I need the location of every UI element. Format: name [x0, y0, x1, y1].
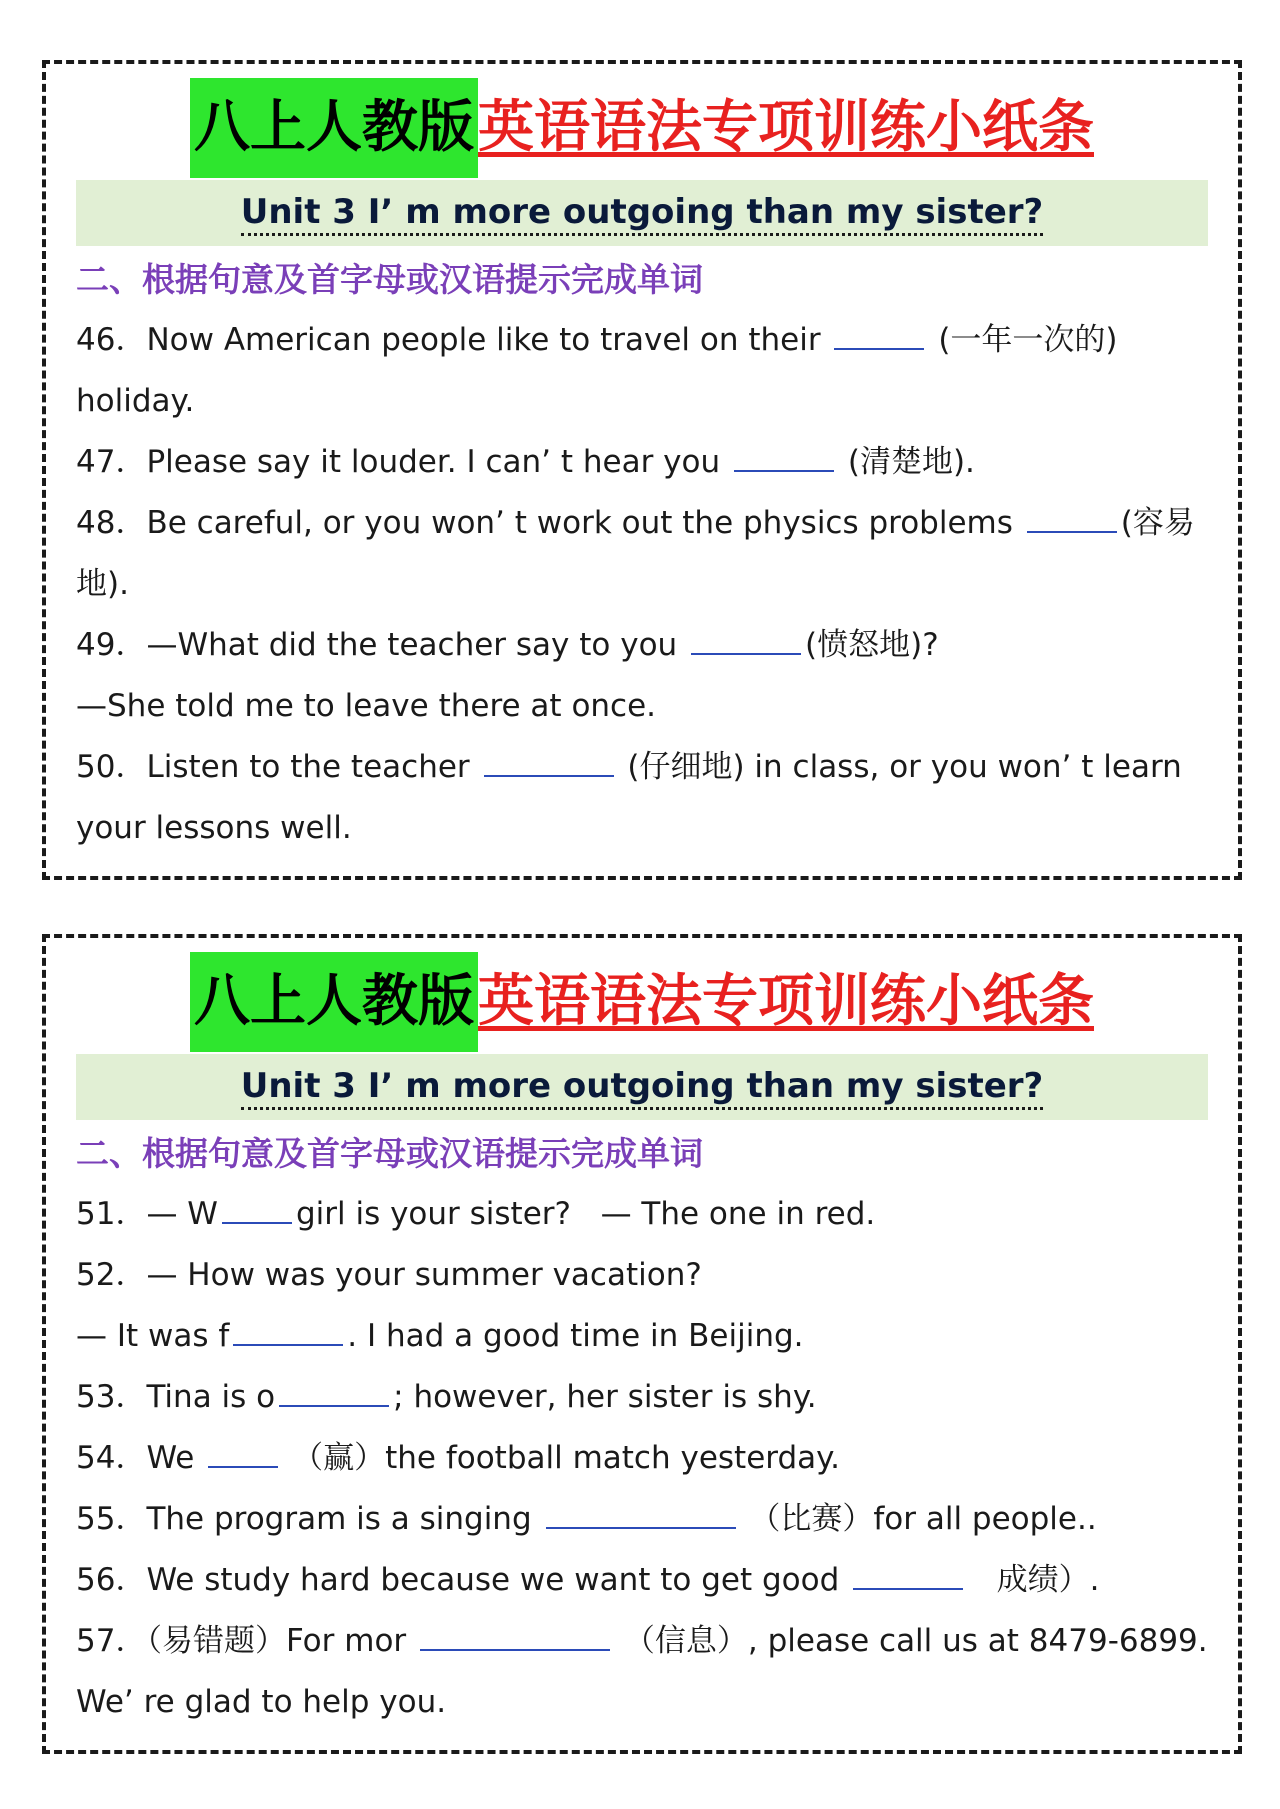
question-49 [76, 615, 1208, 676]
question-52-continued [76, 1306, 1208, 1367]
section-heading: 二、根据句意及首字母或汉语提示完成单词 [76, 260, 703, 299]
title-highlight: 八上人教版 [190, 952, 478, 1052]
question-number: 56． [76, 1562, 147, 1598]
question-text: （易错题）For mor [146, 1623, 407, 1659]
question-text-2: . I had a good time in Beijing. [347, 1318, 804, 1354]
question-48-continued: 地). [76, 566, 129, 602]
hint-text: 成绩）. [996, 1562, 1100, 1598]
question-text: — W [146, 1196, 218, 1232]
question-52 [76, 1245, 1208, 1306]
question-text: Tina is o [146, 1379, 276, 1415]
question-46-continued: holiday. [76, 383, 195, 419]
question-number: 52． [76, 1257, 147, 1293]
question-text: Listen to the teacher [146, 749, 470, 785]
question-54 [76, 1428, 1208, 1489]
answer-blank[interactable] [279, 1371, 389, 1407]
unit-banner [76, 180, 1208, 246]
title-highlight: 八上人教版 [190, 78, 478, 178]
question-56 [76, 1550, 1208, 1611]
question-number: 54． [76, 1440, 147, 1476]
question-53 [76, 1367, 1208, 1428]
question-48 [76, 493, 1208, 554]
question-text: — It was f [76, 1318, 230, 1354]
hint-text: (一年一次的) [938, 322, 1118, 358]
question-number: 48． [76, 505, 147, 541]
question-text-2: girl is your sister? [295, 1196, 571, 1232]
exercise-card-1 [42, 60, 1242, 880]
answer-blank[interactable] [208, 1432, 278, 1468]
hint-text: （信息）, please call us at 8479-6899. [623, 1623, 1208, 1659]
question-51 [76, 1184, 1208, 1245]
question-50 [76, 737, 1208, 798]
question-text-2: ; however, her sister is shy. [393, 1379, 817, 1415]
question-number: 49． [76, 627, 147, 663]
hint-text: (清楚地). [847, 444, 975, 480]
exercise-card-2 [42, 934, 1242, 1754]
answer-text: — The one in red. [600, 1196, 876, 1232]
answer-blank[interactable] [233, 1310, 343, 1346]
page-title [76, 952, 1208, 1052]
question-text: We [146, 1440, 195, 1476]
question-number: 46． [76, 322, 147, 358]
question-number: 53． [76, 1379, 147, 1415]
answer-blank[interactable] [1027, 497, 1117, 533]
answer-blank[interactable] [834, 314, 924, 350]
title-main: 英语语法专项训练小纸条 [478, 95, 1094, 160]
unit-banner [76, 1054, 1208, 1120]
question-text: Please say it louder. I can’ t hear you [146, 444, 721, 480]
page-title [76, 78, 1208, 178]
question-49-continued: —She told me to leave there at once. [76, 688, 657, 724]
answer-blank[interactable] [546, 1493, 736, 1529]
question-text: —What did the teacher say to you [146, 627, 678, 663]
answer-blank[interactable] [222, 1188, 292, 1224]
question-55 [76, 1489, 1208, 1550]
question-text: — How was your summer vacation? [146, 1257, 702, 1293]
question-number: 57． [76, 1623, 147, 1659]
hint-text: (愤怒地)? [805, 627, 939, 663]
unit-title: Unit 3 I’ m more outgoing than my sister? [241, 191, 1044, 236]
question-text: Now American people like to travel on their [146, 322, 821, 358]
question-number: 47． [76, 444, 147, 480]
hint-text: （赢）the football match yesterday. [292, 1440, 840, 1476]
answer-blank[interactable] [853, 1554, 963, 1590]
title-main: 英语语法专项训练小纸条 [478, 969, 1094, 1034]
question-57 [76, 1611, 1208, 1672]
answer-blank[interactable] [420, 1615, 610, 1651]
section-heading: 二、根据句意及首字母或汉语提示完成单词 [76, 1134, 703, 1173]
question-number: 50． [76, 749, 147, 785]
hint-text: (容易 [1120, 505, 1195, 541]
question-text: Be careful, or you won’ t work out the physics problems [146, 505, 1013, 541]
question-number: 55． [76, 1501, 147, 1537]
question-47 [76, 432, 1208, 493]
question-text: The program is a singing [146, 1501, 532, 1537]
question-57-continued: We’ re glad to help you. [76, 1684, 447, 1720]
answer-blank[interactable] [734, 436, 834, 472]
question-number: 51． [76, 1196, 147, 1232]
question-text: We study hard because we want to get good [146, 1562, 840, 1598]
answer-blank[interactable] [484, 741, 614, 777]
question-46 [76, 310, 1208, 371]
answer-blank[interactable] [691, 619, 801, 655]
unit-title: Unit 3 I’ m more outgoing than my sister? [241, 1065, 1044, 1110]
hint-text: （比赛）for all people.. [749, 1501, 1097, 1537]
hint-text: (仔细地) in class, or you won’ t learn [627, 749, 1182, 785]
question-50-continued: your lessons well. [76, 810, 352, 846]
